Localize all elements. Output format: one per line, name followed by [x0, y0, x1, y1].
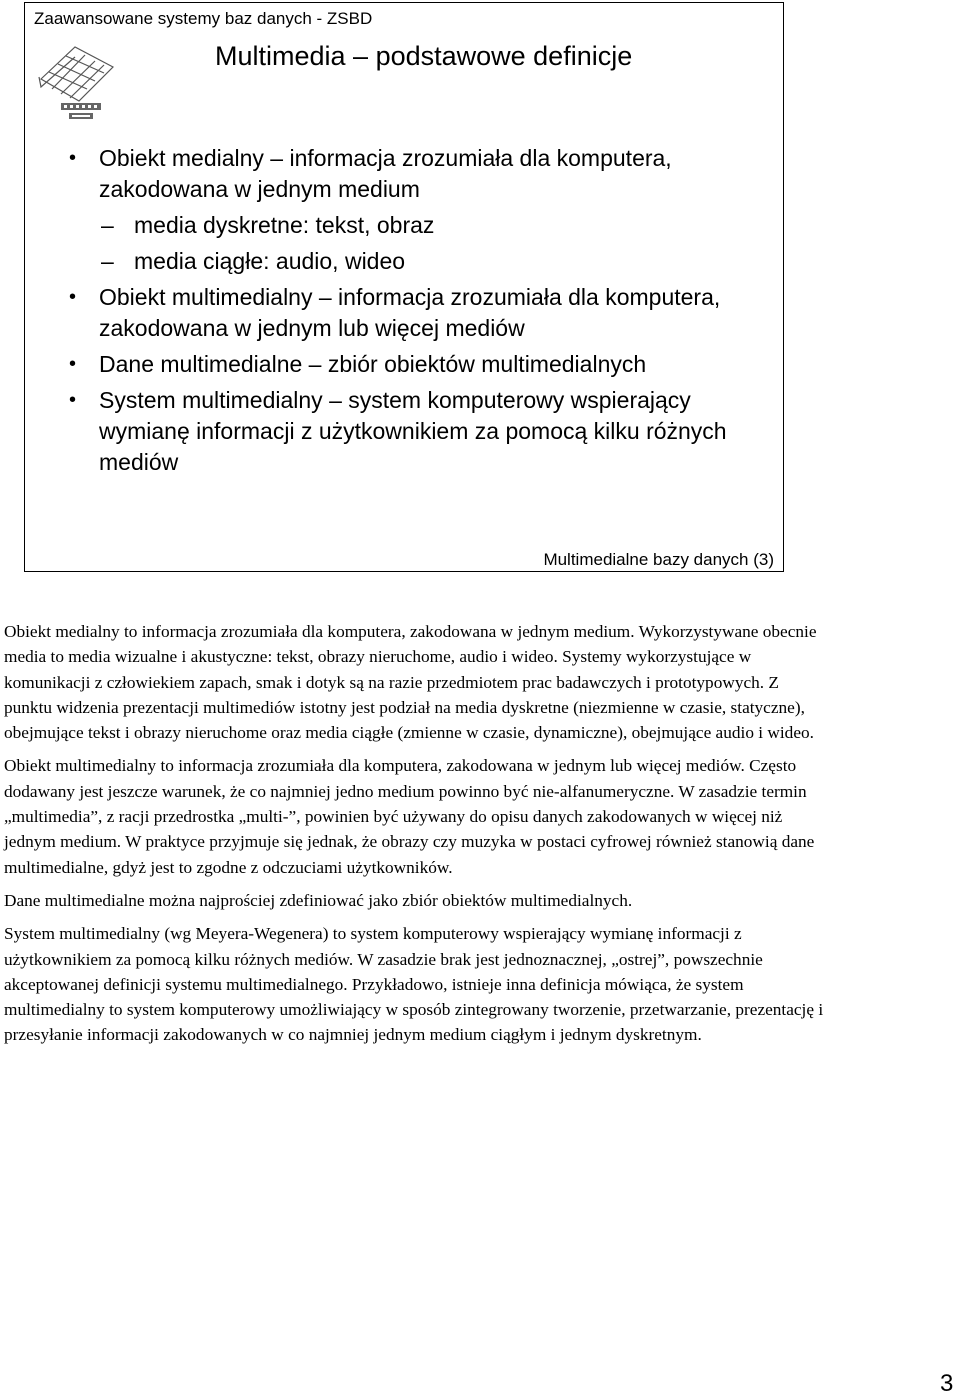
bullet-text: Dane multimedialne – zbiór obiektów multimedialnych — [99, 351, 647, 377]
slide-header: Zaawansowane systemy baz danych - ZSBD — [34, 9, 373, 28]
bullet-icon: • — [69, 147, 77, 169]
sub-bullet-item — [25, 246, 783, 277]
slide-frame — [24, 2, 784, 572]
notes-paragraph: Obiekt medialny to informacja zrozumiała dla komputera, zakodowana w jednym medium. Wykorzystywane obecnie media to media wizualne i akustyczne: tekst, obrazy nieruchome, audio i wideo. Systemy wykorzystujące w komunikacji z człowiekiem zapach, smak i dotyk są na razie przedmiotem prac badawczych i prototypowych. Z punktu widzenia prezentacji multimediów istotny jest podział na media dyskretne (niezmienne w czasie, statyczne), obejmujące tekst i obrazy nieruchome oraz media ciągłe (zmienne w czasie, dynamiczne), obejmujące audio i wideo. — [4, 622, 817, 743]
bullet-item — [25, 349, 783, 380]
bullet-item — [25, 143, 783, 205]
notes-paragraph: Dane multimedialne można najprościej zdefiniować jako zbiór obiektów multimedialnych. — [4, 890, 633, 910]
bullet-item — [25, 282, 783, 344]
bullet-icon: • — [69, 353, 77, 375]
bullet-list — [25, 143, 783, 483]
sub-bullet-text: media dyskretne: tekst, obraz — [134, 212, 435, 238]
dash-icon: – — [101, 212, 114, 238]
dash-icon: – — [101, 248, 114, 274]
slide-footer: Multimedialne bazy danych (3) — [543, 550, 774, 569]
lecture-notes — [4, 619, 824, 1056]
bullet-icon: • — [69, 389, 77, 411]
bullet-item — [25, 385, 783, 478]
bullet-text: Obiekt medialny – informacja zrozumiała dla komputera, zakodowana w jednym medium — [99, 145, 672, 202]
bullet-text: System multimedialny – system komputerowy wspierający wymianę informacji z użytkownikiem za pomocą kilku różnych mediów — [99, 387, 727, 475]
notes-paragraph: Obiekt multimedialny to informacja zrozumiała dla komputera, zakodowana w jednym lub więcej mediów. Często dodawany jest jeszcze warunek, że co najmniej jedno medium powinno być nie-alfanumeryczne. W zasadzie termin „multimedia”, z racji przedrostka „multi-”, powinien być używany do opisu danych zakodowanych w więcej niż jednym medium. W praktyce przyjmuje się jednak, że obrazy czy muzyka w postaci cyfrowej również stanowią dane multimedialne, gdyż jest to zgodne z odczuciami użytkowników. — [4, 756, 815, 877]
notes-paragraph: System multimedialny (wg Meyera-Wegenera) to system komputerowy wspierający wymianę informacji z użytkownikiem za pomocą kilku różnych mediów. W zasadzie brak jest jednoznacznej, „ostrej”, powszechnie akceptowanej definicji systemu multimedialnego. Przykładowo, istnieje inna definicja mówiąca, że system multimedialny to system komputerowy umożliwiający w sposób zintegrowany tworzenie, przetwarzanie, prezentację i przesyłanie informacji zakodowanych w co najmniej jednym medium ciągłym i jednym dyskretnym. — [4, 924, 824, 1045]
bullet-text: Obiekt multimedialny – informacja zrozumiała dla komputera, zakodowana w jednym lub więcej mediów — [99, 284, 721, 341]
page-number: 3 — [940, 1370, 954, 1397]
sub-bullet-text: media ciągłe: audio, wideo — [134, 248, 406, 274]
slide-title: Multimedia – podstawowe definicje — [215, 41, 633, 71]
university-logo-icon — [35, 39, 119, 125]
bullet-icon: • — [69, 286, 77, 308]
sub-bullet-item — [25, 210, 783, 241]
